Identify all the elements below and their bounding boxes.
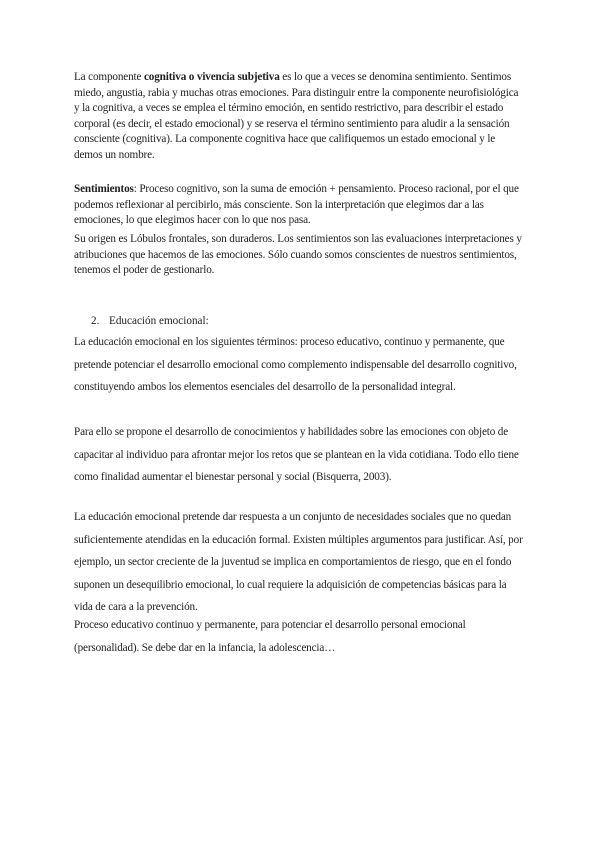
section-title: Educación emocional: bbox=[109, 315, 209, 327]
paragraph-needs: La educación emocional pretende dar respuesta a un conjunto de necesidades sociales que no quedan suficientemente atendidas en la educación formal. Existen múltiples argumentos para justificar. Así, por ejemplo, un sector creciente de la juventud se implica en comportamientos de riesgo, que en el fondo suponen un desequilibrio emocional, lo cual requiere la adquisición de competencias básicas para la vida de cara a la prevención. bbox=[74, 511, 523, 614]
bold-term-sentimientos: Sentimientos bbox=[74, 183, 134, 195]
paragraph-body: : Proceso cognitivo, son la suma de emoción + pensamiento. Proceso racional, por el que podemos reflexionar al percibirlo, más consciente. Son la interpretación que elegimos dar a las emociones, lo que elegimos hacer con lo que nos pasa. bbox=[74, 183, 519, 227]
paragraph-cognitive-component bbox=[74, 70, 526, 164]
paragraph-sentimientos bbox=[74, 182, 526, 229]
paragraph-lead: La componente bbox=[74, 71, 144, 83]
paragraph-purpose: Para ello se propone el desarrollo de conocimientos y habilidades sobre las emociones con objeto de capacitar al individuo para afrontar mejor los retos que se plantean en la vida cotidiana. Todo ello tiene como finalidad aumentar el bienestar personal y social (Bisquerra, 2003). bbox=[74, 426, 519, 484]
section-heading bbox=[91, 314, 209, 329]
paragraph-process: Proceso educativo continuo y permanente, para potenciar el desarrollo personal emocional (personalidad). Se debe dar en la infancia, la adolescencia… bbox=[74, 619, 466, 654]
paragraph-origin: Su origen es Lóbulos frontales, son duraderos. Los sentimientos son las evaluaciones interpretaciones y atribuciones que hacemos de las emociones. Sólo cuando somos conscientes de nuestros sentimientos, tenemos el poder de gestionarlo. bbox=[74, 233, 522, 277]
paragraph-definition: La educación emocional en los siguientes términos: proceso educativo, continuo y permanente, que pretende potenciar el desarrollo emocional como complemento indispensable del desarrollo cognitivo, constituyendo ambos los elementos esenciales del desarrollo de la personalidad integral. bbox=[74, 336, 517, 394]
section-number: 2. bbox=[91, 315, 100, 327]
bold-term-cognitive: cognitiva o vivencia subjetiva bbox=[143, 71, 280, 83]
paragraph-body: es lo que a veces se denomina sentimiento. Sentimos miedo, angustia, rabia y muchas otras emociones. Para distinguir entre la componente neurofisiológica y la cognitiva, a veces se emplea el término emoción, en sentido restrictivo, para describir el estado corporal (es decir, el estado emocional) y se reserva el término sentimiento para aludir a la sensación consciente (cognitiva). La componente cognitiva hace que califiquemos un estado emocional y le demos un nombre. bbox=[74, 71, 519, 161]
